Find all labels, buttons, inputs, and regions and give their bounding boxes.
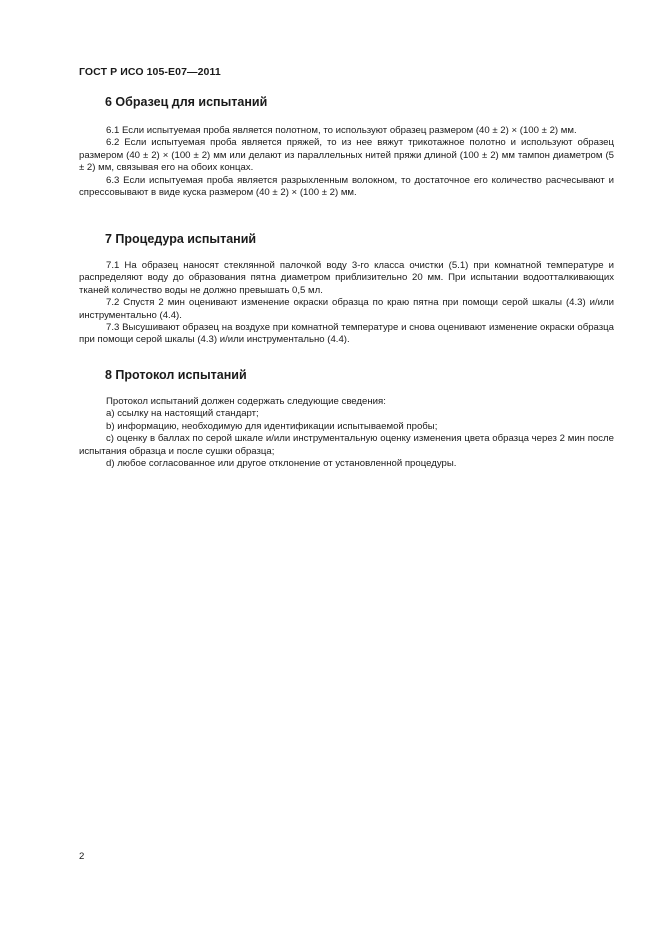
paragraph-6-3: 6.3 Если испытуемая проба является разрыхленным волокном, то достаточное его количество расчесывают и спрессовывают в виде куска размером (40 ± 2) × (100 ± 2) мм.	[79, 174, 614, 199]
page-number: 2	[79, 851, 85, 862]
paragraph-6-1: 6.1 Если испытуемая проба является полотном, то используют образец размером (40 ± 2) × (100 ± 2) мм.	[106, 125, 577, 136]
document-header: ГОСТ Р ИСО 105-E07—2011	[79, 66, 221, 78]
report-item-b: b) информацию, необходимую для идентификации испытываемой пробы;	[106, 420, 438, 432]
report-item-c: c) оценку в баллах по серой шкале и/или инструментальную оценку изменения цвета образца через 2 мин после испытания образца и после сушки образца;	[79, 433, 614, 457]
paragraph-7-1: 7.1 На образец наносят стеклянной палочкой воду 3-го класса очистки (5.1) при комнатной температуре и распределяют воду до образования пятна диаметром приблизительно 20 мм. При испытании водоотталкивающих тканей количество воды не должно превышать 0,5 мл.	[79, 260, 614, 296]
section-6-title: 6 Образец для испытаний	[105, 95, 268, 109]
paragraph-7-3: 7.3 Высушивают образец на воздухе при комнатной температуре и снова оценивают изменение окраски образца при помощи серой шкалы (4.3) и/или инструментально (4.4).	[79, 322, 614, 346]
report-item-d: d) любое согласованное или другое отклонение от установленной процедуры.	[106, 458, 457, 470]
section-7-title: 7 Процедура испытаний	[105, 232, 257, 246]
paragraph-6-2: 6.2 Если испытуемая проба является пряжей, то из нее вяжут трикотажное полотно и используют образец размером (40 ± 2) × (100 ± 2) мм или делают из параллельных нитей пряжи длиной (100 ± 2) мм тампон диаметром (5 ± 2) мм, связывая его на обоих концах.	[79, 137, 614, 174]
report-intro: Протокол испытаний должен содержать следующие сведения:	[106, 396, 386, 407]
section-8-body	[79, 396, 614, 470]
section-7-body	[79, 260, 614, 347]
section-8-title: 8 Протокол испытаний	[105, 368, 247, 382]
section-6-body	[79, 125, 614, 199]
report-item-a: a) ссылку на настоящий стандарт;	[106, 408, 259, 420]
paragraph-7-2: 7.2 Спустя 2 мин оценивают изменение окраски образца по краю пятна при помощи серой шкалы (4.3) и/или инструментально (4.4).	[79, 297, 614, 321]
